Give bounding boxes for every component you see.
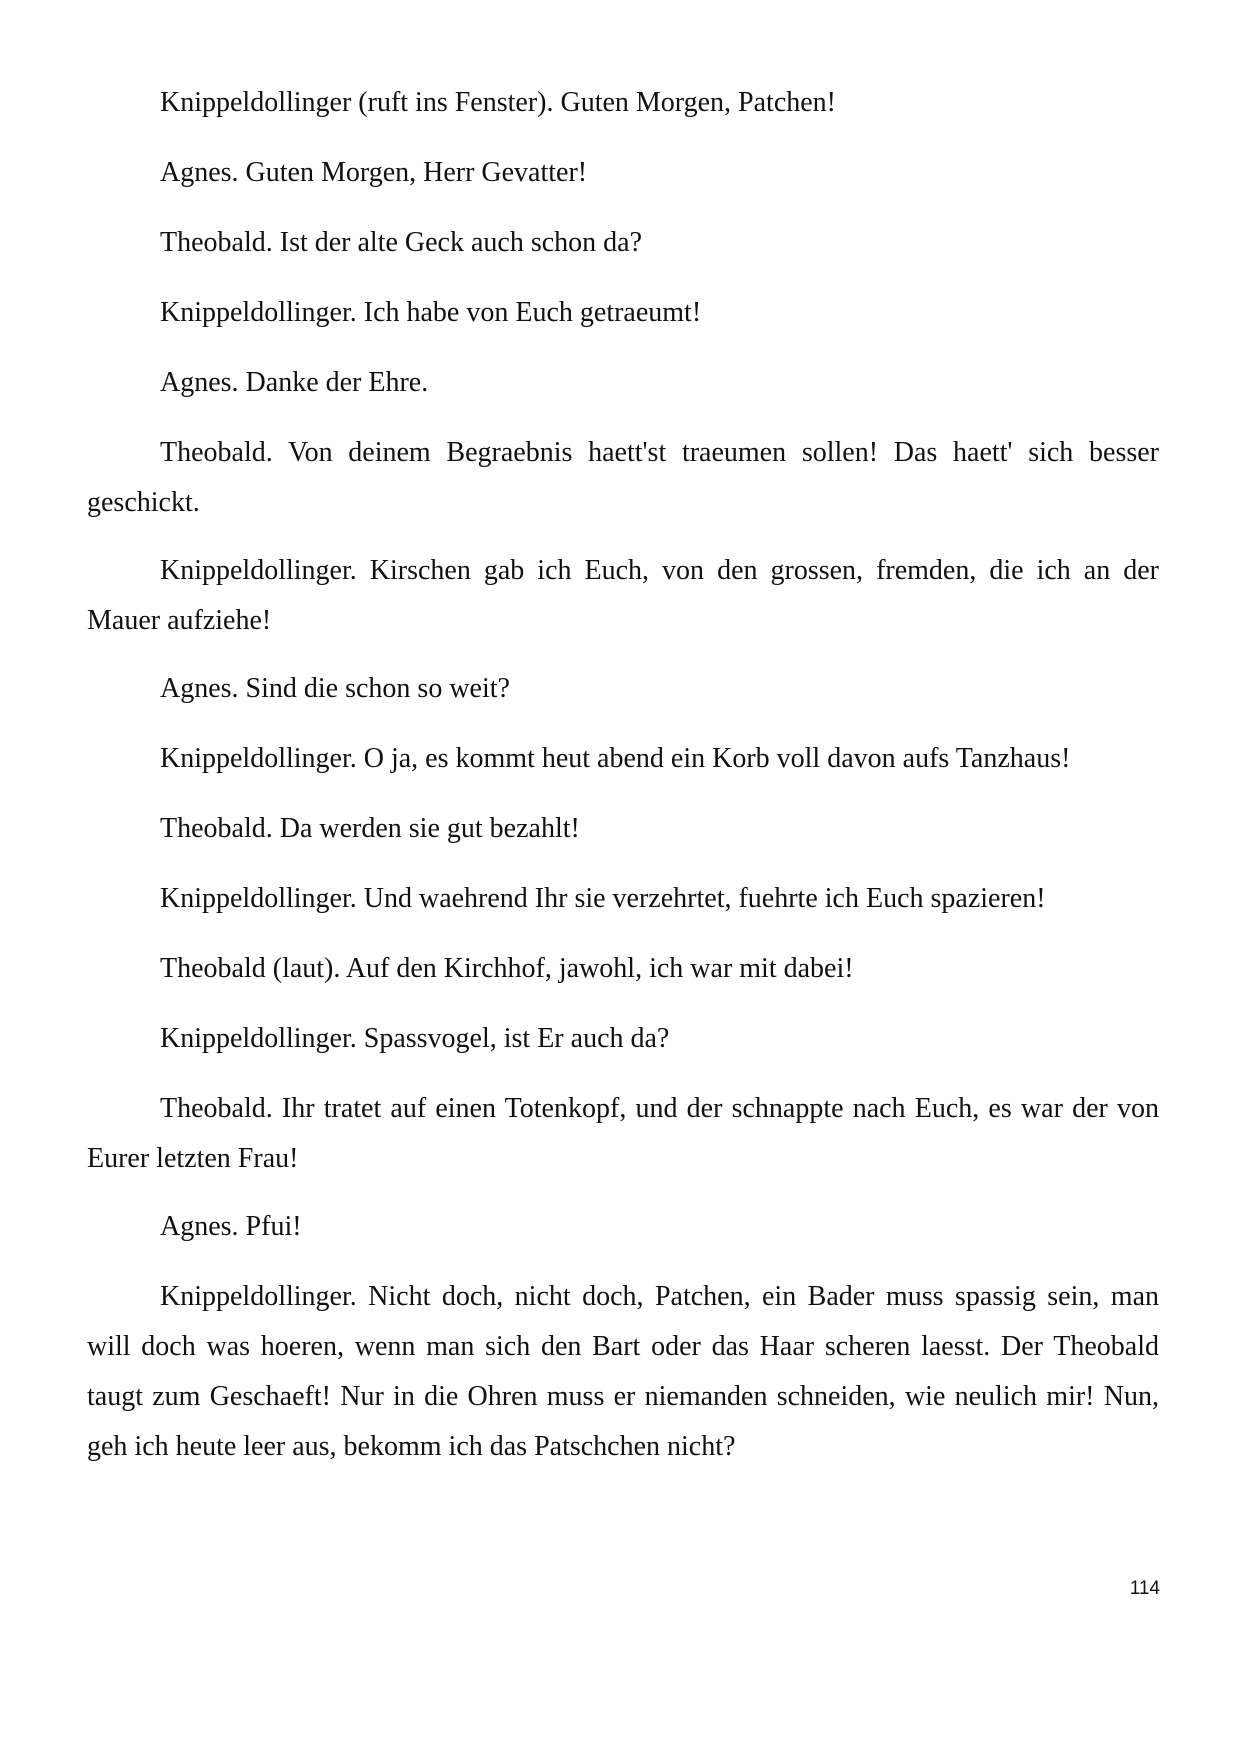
- paragraph: Knippeldollinger (ruft ins Fenster). Guten Morgen, Patchen!: [160, 87, 837, 118]
- page-body: [87, 78, 1159, 1490]
- paragraph: Knippeldollinger. Kirschen gab ich Euch, von den grossen, fremden, die ich an der Mauer aufziehe!: [87, 555, 1159, 636]
- paragraph: Agnes. Guten Morgen, Herr Gevatter!: [160, 157, 588, 188]
- paragraph: Agnes. Danke der Ehre.: [160, 367, 429, 398]
- paragraph: Knippeldollinger. Und waehrend Ihr sie verzehrtet, fuehrte ich Euch spazieren!: [160, 883, 1046, 914]
- paragraph: Agnes. Pfui!: [160, 1211, 302, 1242]
- paragraph: Theobald. Ist der alte Geck auch schon da?: [160, 227, 643, 258]
- paragraph: Agnes. Sind die schon so weit?: [160, 673, 510, 704]
- paragraph: Knippeldollinger. Nicht doch, nicht doch, Patchen, ein Bader muss spassig sein, man will doch was hoeren, wenn man sich den Bart oder das Haar scheren laesst. Der Theobald taugt zum Geschaeft! Nur in die Ohren muss er niemanden schneiden, wie neulich mir! Nun, geh ich heute leer aus, bekomm ich das Patschchen nicht?: [87, 1281, 1159, 1462]
- paragraph: Theobald. Da werden sie gut bezahlt!: [160, 813, 580, 844]
- paragraph: Theobald (laut). Auf den Kirchhof, jawohl, ich war mit dabei!: [160, 953, 854, 984]
- paragraph: Theobald. Von deinem Begraebnis haett'st traeumen sollen! Das haett' sich besser geschickt.: [87, 437, 1159, 518]
- paragraph: Knippeldollinger. O ja, es kommt heut abend ein Korb voll davon aufs Tanzhaus!: [160, 743, 1071, 774]
- paragraph: Knippeldollinger. Spassvogel, ist Er auch da?: [160, 1023, 670, 1054]
- paragraph: Theobald. Ihr tratet auf einen Totenkopf, und der schnappte nach Euch, es war der von Eurer letzten Frau!: [87, 1093, 1159, 1174]
- page-number: 114: [1129, 1578, 1160, 1599]
- paragraph: Knippeldollinger. Ich habe von Euch getraeumt!: [160, 297, 702, 328]
